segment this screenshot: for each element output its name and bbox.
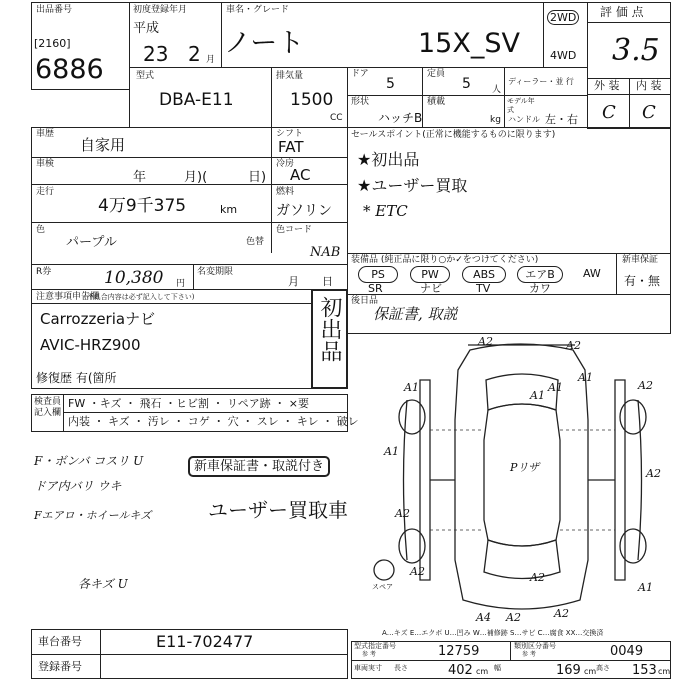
notes-line-1: Carrozzeriaナビ (40, 310, 156, 328)
shape-value: ハッチB (378, 111, 423, 125)
length-label: 長さ (394, 664, 408, 672)
inspection-month: 月)( (184, 170, 208, 185)
seats-unit: 人 (492, 85, 502, 95)
damage-mark-17: A1 (548, 381, 563, 394)
shift-value: FAT (278, 138, 304, 156)
reg-label: 初度登録年月 (133, 5, 188, 15)
reg-year: 23 (143, 42, 169, 66)
damage-mark-15: A2 (506, 611, 521, 624)
handle-value: 左・右 (545, 113, 578, 126)
reg-era: 平成 (133, 21, 160, 36)
length-unit: cm (476, 667, 489, 676)
lot-code: [2160] (34, 37, 71, 50)
score-value: 3.5 (612, 33, 660, 68)
width-label: 幅 (494, 664, 501, 672)
damage-mark-13: A4 (476, 611, 491, 624)
equip-pw: PW (410, 266, 450, 283)
history-label: 車歴 (36, 129, 55, 139)
equip-tv: TV (476, 282, 491, 295)
sales-line-3: * ETC (363, 202, 408, 220)
type-cert-sub: 参 考 (362, 651, 376, 658)
name-change-label: 名変期限 (197, 267, 234, 277)
inspect-grid-label: 検査員記入欄 (34, 397, 62, 418)
damage-mark-4: A1 (530, 389, 545, 402)
inspect-row-2: 内装 ・ キズ ・ 汚レ ・ コゲ ・ 穴 ・ スレ ・ キレ ・ 破レ (68, 415, 359, 428)
chassis-value: E11-702477 (156, 632, 254, 651)
seats-value: 5 (462, 76, 471, 92)
damage-mark-11: A2 (410, 565, 425, 578)
length-value: 402 (448, 663, 473, 678)
drive-4wd: 4WD (550, 49, 577, 62)
sales-line-2: ★ユーザー買取 (357, 176, 468, 195)
damage-mark-9: A1 (578, 371, 593, 384)
interior-label: 内 装 (636, 79, 662, 92)
damage-mark-6: A2 (638, 379, 653, 392)
name-label: 車名・グレード (226, 5, 290, 15)
drive-2wd: 2WD (547, 10, 579, 25)
damage-mark-3: A1 (404, 381, 419, 394)
chassis-label: 車台番号 (38, 635, 82, 648)
recycle-value: 10,380 (104, 268, 164, 288)
name-change-month: 月 (288, 275, 299, 288)
color-code-value: NAB (310, 245, 341, 260)
score-label: 評 価 点 (600, 5, 644, 19)
after-label: 後日品 (351, 296, 379, 306)
inspection-day: 日) (248, 170, 267, 185)
doors-label: ドア (351, 69, 369, 79)
load-label: 積載 (427, 97, 446, 107)
sales-line-1: ★初出品 (357, 150, 420, 169)
disp-label: 排気量 (276, 71, 304, 81)
doors-value: 5 (386, 76, 395, 92)
recycle-unit: 円 (176, 279, 186, 289)
user-buy-stamp: ユーザー買取車 (208, 498, 348, 522)
type-cert-value: 12759 (438, 644, 480, 659)
notes-sub: (不具合内容は必ず記入して下さい) (84, 293, 195, 301)
damage-mark-7: Pリザ (510, 461, 540, 474)
damage-mark-14: A1 (638, 581, 653, 594)
color-value: パープル (66, 235, 117, 250)
dealer-label: ディーラー・並 行 (508, 77, 574, 86)
disp-unit: CC (330, 113, 343, 123)
height-value: 153 (632, 663, 657, 678)
equip-ps: PS (358, 266, 398, 283)
warranty-label: 新車保証 (622, 255, 659, 265)
damage-mark-5: A1 (384, 445, 399, 458)
equip-sr: SR (368, 282, 383, 295)
notes-line-2: AVIC-HRZ900 (40, 336, 141, 354)
type-cert-label: 型式指定番号 (354, 642, 396, 650)
equip-airbag: エアB (517, 266, 563, 283)
equip-aw: AW (583, 267, 601, 280)
width-value: 169 (556, 663, 581, 678)
model-year-label: モデル年式 (507, 97, 535, 114)
dims-label: 車両実寸 (354, 664, 382, 672)
equip-navi: ナビ (420, 282, 442, 295)
disp-value: 1500 (290, 90, 334, 110)
history-value: 自家用 (80, 136, 126, 154)
class-value: 0049 (610, 644, 644, 659)
damage-mark-12: A2 (530, 571, 545, 584)
inspector-note-1: F・ボンバ コスリ U (34, 454, 144, 468)
inspection-year: 年 (133, 170, 147, 185)
inspect-row-1: FW ・キズ ・ 飛石 ・ヒビ割 ・ リペア跡 ・ ×要 (68, 397, 309, 410)
repair-history: 修復歴 有(箇所 (36, 371, 117, 385)
car-grade: 15X_SV (418, 28, 520, 59)
color-change-label: 色替 (246, 237, 265, 247)
mileage-unit: km (220, 203, 238, 216)
reg-no-label: 登録番号 (38, 660, 82, 673)
notes-label: 注意事項申告欄 (36, 292, 100, 302)
damage-mark-10: A2 (395, 507, 410, 520)
exterior-grade: C (602, 102, 616, 123)
name-change-day: 日 (322, 275, 333, 288)
ac-value: AC (290, 166, 311, 184)
color-label: 色 (36, 225, 46, 235)
height-unit: cm (658, 667, 671, 676)
damage-mark-8: A2 (646, 467, 661, 480)
equip-leather: カワ (529, 282, 551, 295)
mileage-value: 4万9千375 (98, 196, 187, 216)
lot-number: 6886 (35, 54, 104, 85)
recycle-label: R券 (36, 267, 52, 277)
color-code-label: 色コード (276, 225, 313, 235)
lot-no-label: 出品番号 (36, 5, 73, 15)
car-name: ノート (224, 28, 305, 59)
damage-mark-16: A2 (554, 607, 569, 620)
inspector-note-2: ドア内バリ ウキ (34, 479, 122, 493)
ac-label: 冷房 (276, 159, 295, 169)
class-label: 類別区分番号 (514, 642, 556, 650)
damage-mark-1: A2 (478, 335, 493, 348)
inspector-note-4: 各キズ U (78, 577, 128, 591)
damage-legend: A…キズ E…エクボ U…凹み W…補修跡 S…サビ C…腐食 XX…交換済 (382, 629, 604, 637)
inspection-label: 車検 (36, 159, 55, 169)
warranty-value: 有・無 (624, 274, 661, 288)
damage-mark-2: A2 (566, 339, 581, 352)
fuel-value: ガソリン (276, 203, 332, 219)
mileage-label: 走行 (36, 187, 55, 197)
shape-label: 形状 (351, 97, 370, 107)
exterior-label: 外 装 (594, 79, 620, 92)
height-label: 高さ (596, 664, 610, 672)
equip-abs: ABS (462, 266, 506, 283)
reg-month: 2 (188, 42, 201, 66)
after-value: 保証書, 取説 (373, 305, 458, 323)
model-value: DBA-E11 (159, 90, 234, 110)
sales-label: セールスポイント(正常に機能するものに限ります) (351, 130, 556, 140)
inspector-note-3: Fエアロ・ホイールキズ (34, 509, 152, 522)
handle-label: ハンドル (508, 115, 540, 124)
load-unit: kg (490, 115, 501, 125)
fuel-label: 燃料 (276, 187, 295, 197)
equipment-label: 装備品 (純正品に限り○か✓をつけてください) (351, 255, 539, 265)
shift-label: シフト (276, 129, 304, 139)
seats-label: 定員 (427, 69, 446, 79)
class-sub: 参 考 (522, 651, 536, 658)
spare-label: スペア (372, 583, 393, 591)
first-listing-text: 初出品 (317, 296, 342, 362)
interior-grade: C (642, 102, 656, 123)
model-label: 型式 (136, 71, 155, 81)
reg-month-unit: 月 (206, 55, 216, 65)
warranty-stamp: 新車保証書・取説付き (188, 456, 330, 477)
width-unit: cm (584, 667, 597, 676)
